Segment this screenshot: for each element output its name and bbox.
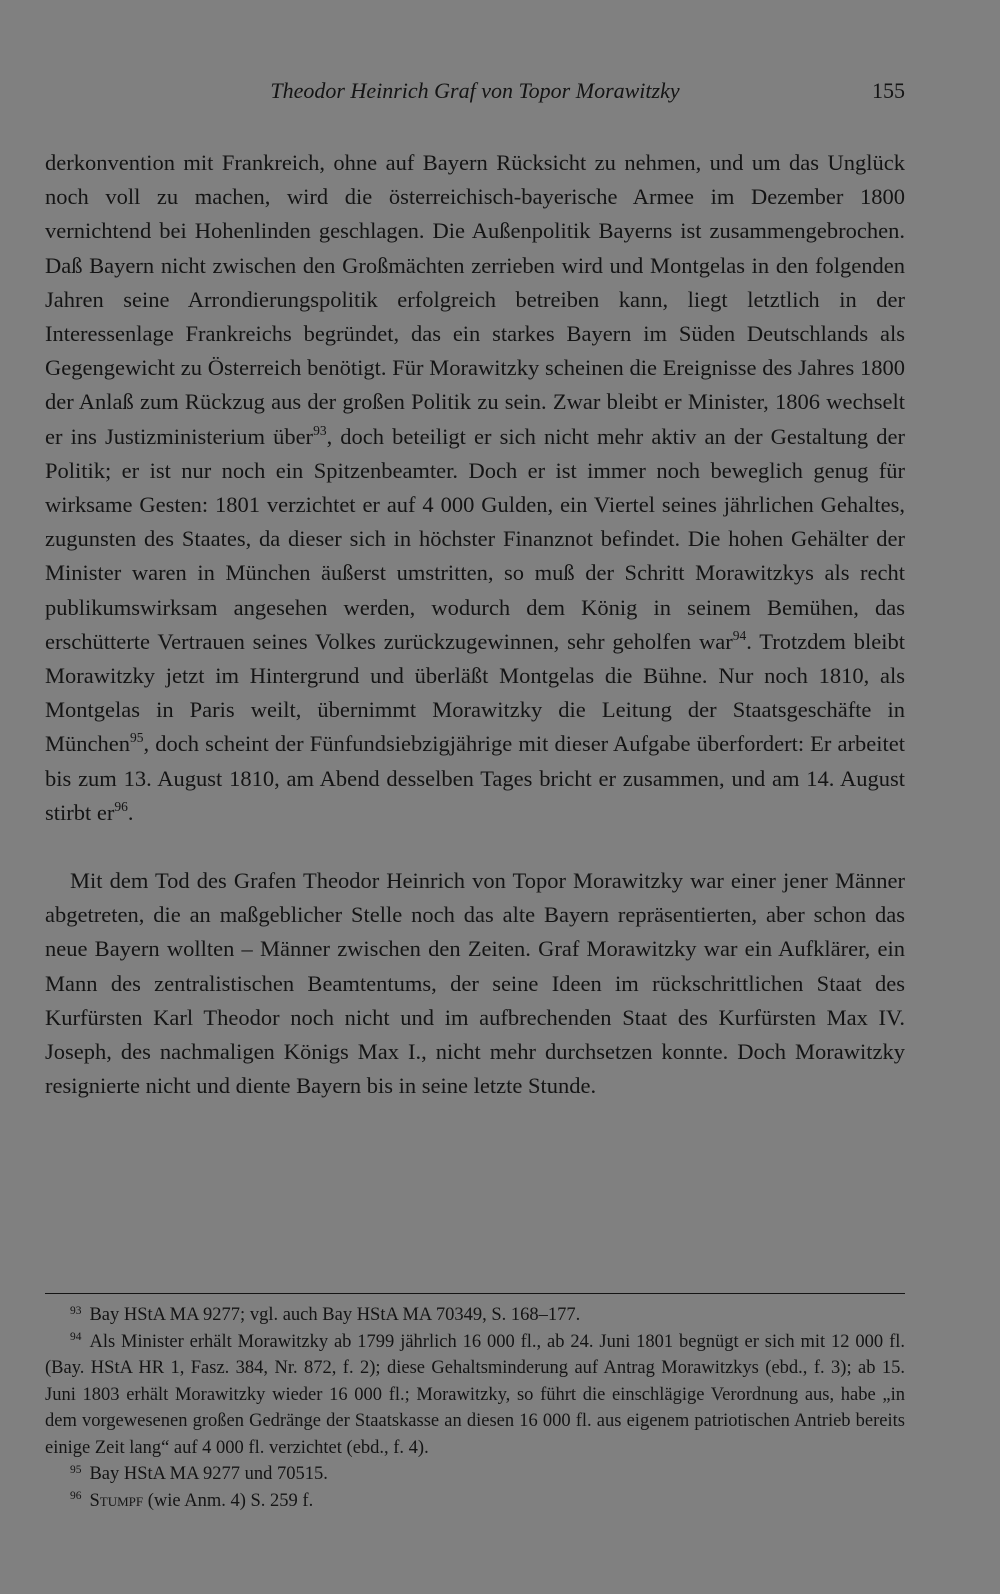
footnote-text: Als Minister erhält Morawitzky ab 1799 jährlich 16 000 fl., ab 24. Juni 1801 begnügt er sich mit 12 000 fl. (Bay. HStA HR 1, Fasz. 384, Nr. 872, f. 2); diese Gehaltsminderung auf Antrag Morawitzkys (ebd., f. 3); ab 15. Juni 1803 erhält Morawitzky wieder 16 000 fl.; Morawitzky, so führt die einschlägige Verordnung aus, habe „in dem vorgewesenen großen Gedränge der Staatskasse an diesen 16 000 fl. aus eigenem patriotischen Antrieb bereits einige Zeit lang“ auf 4 000 fl. verzichtet (ebd., f. 4). bbox=[45, 1331, 905, 1458]
footnote-text: Bay HStA MA 9277 und 70515. bbox=[89, 1464, 328, 1484]
footnote-96 bbox=[45, 1488, 905, 1515]
footnote-number: 94 bbox=[70, 1331, 82, 1344]
paragraph-1-part-d: , doch scheint der Fünfundsiebzigjährige mit dieser Aufgabe überfordert: Er arbeitet bis zum 13. August 1810, am Abend desselben Tages bricht er zusammen, und am 14. August stirbt er bbox=[45, 731, 905, 825]
footnote-author: Stumpf bbox=[89, 1490, 144, 1511]
footnote-number: 93 bbox=[70, 1304, 82, 1317]
footnote-95 bbox=[45, 1461, 905, 1488]
footnote-94 bbox=[45, 1329, 905, 1462]
footnote-text: (wie Anm. 4) S. 259 f. bbox=[143, 1490, 314, 1511]
paragraph-1-part-b: , doch beteiligt er sich nicht mehr aktiv an der Gestaltung der Politik; er ist nur noch ein Spitzenbeamter. Doch er ist immer noch beweglich genug für wirksame Gesten: 1801 verzichtet er auf 4 000 Gulden, ein Viertel seines jährlichen Gehaltes, zugunsten des Staates, da dieser sich in höchster Finanznot befindet. Die hohen Gehälter der Minister waren in München äußerst umstritten, so muß der Schritt Morawitzkys als recht publikumswirksam angesehen werden, wodurch dem König in seinem Bemühen, das erschütterte Vertrauen seines Volkes zurückzugewinnen, sehr geholfen war bbox=[45, 423, 906, 654]
footnote-text: Bay HStA MA 9277; vgl. auch Bay HStA MA 70349, S. 168–177. bbox=[89, 1305, 581, 1325]
page-number: 155 bbox=[872, 78, 905, 103]
paragraph-1 bbox=[45, 146, 905, 830]
running-title: Theodor Heinrich Graf von Topor Morawitzky bbox=[270, 78, 680, 103]
footnote-ref-94: 94 bbox=[732, 628, 747, 644]
footnotes bbox=[45, 1302, 905, 1514]
footnote-separator bbox=[45, 1293, 905, 1294]
footnote-ref-95: 95 bbox=[129, 730, 144, 746]
paragraph-1-part-a: derkonvention mit Frankreich, ohne auf Bayern Rücksicht zu nehmen, und um das Unglück noch voll zu machen, wird die österreichisch-bayerische Armee im Dezember 1800 vernichtend bei Hohenlinden geschlagen. Die Außenpolitik Bayerns ist zusammengebrochen. Daß Bayern nicht zwischen den Großmächten zerrieben wird und Montgelas in den folgenden Jahren seine Arrondierungspolitik erfolgreich betreiben kann, liegt letztlich in der Interessenlage Frankreichs begründet, das ein starkes Bayern im Süden Deutschlands als Gegengewicht zu Österreich benötigt. Für Morawitzky scheinen die Ereignisse des Jahres 1800 der Anlaß zum Rückzug aus der großen Politik zu sein. Zwar bleibt er Minister, 1806 wechselt er ins Justizministerium über bbox=[45, 150, 905, 449]
body-text bbox=[45, 146, 905, 1103]
footnote-number: 96 bbox=[70, 1490, 82, 1503]
paragraph-1-part-e: . bbox=[127, 799, 134, 825]
footnote-number: 95 bbox=[70, 1463, 82, 1476]
footnote-ref-93: 93 bbox=[313, 422, 327, 438]
paragraph-1-part-c: . Trotzdem bleibt Morawitzky jetzt im Hintergrund und überläßt Montgelas die Bühne. Nur noch 1810, als Montgelas in Paris weilt, übernimmt Morawitzky die Leitung der Staatsgeschäfte in München bbox=[45, 628, 905, 757]
footnote-ref-96: 96 bbox=[114, 799, 128, 815]
page-header bbox=[45, 78, 905, 112]
footnote-93 bbox=[45, 1302, 905, 1329]
paragraph-2: Mit dem Tod des Grafen Theodor Heinrich von Topor Morawitzky war einer jener Männer abgetreten, die an maßgeblicher Stelle noch das alte Bayern repräsentierten, aber schon das neue Bayern wollten – Männer zwischen den Zeiten. Graf Morawitzky war ein Aufklärer, ein Mann des zentralistischen Beamtentums, der seine Ideen im rückschrittlichen Staat des Kurfürsten Karl Theodor noch nicht und im aufbrechenden Staat des Kurfürsten Max IV. Joseph, des nachmaligen Königs Max I., nicht mehr durchsetzen konnte. Doch Morawitzky resignierte nicht und diente Bayern bis in seine letzte Stunde. bbox=[45, 868, 905, 1099]
